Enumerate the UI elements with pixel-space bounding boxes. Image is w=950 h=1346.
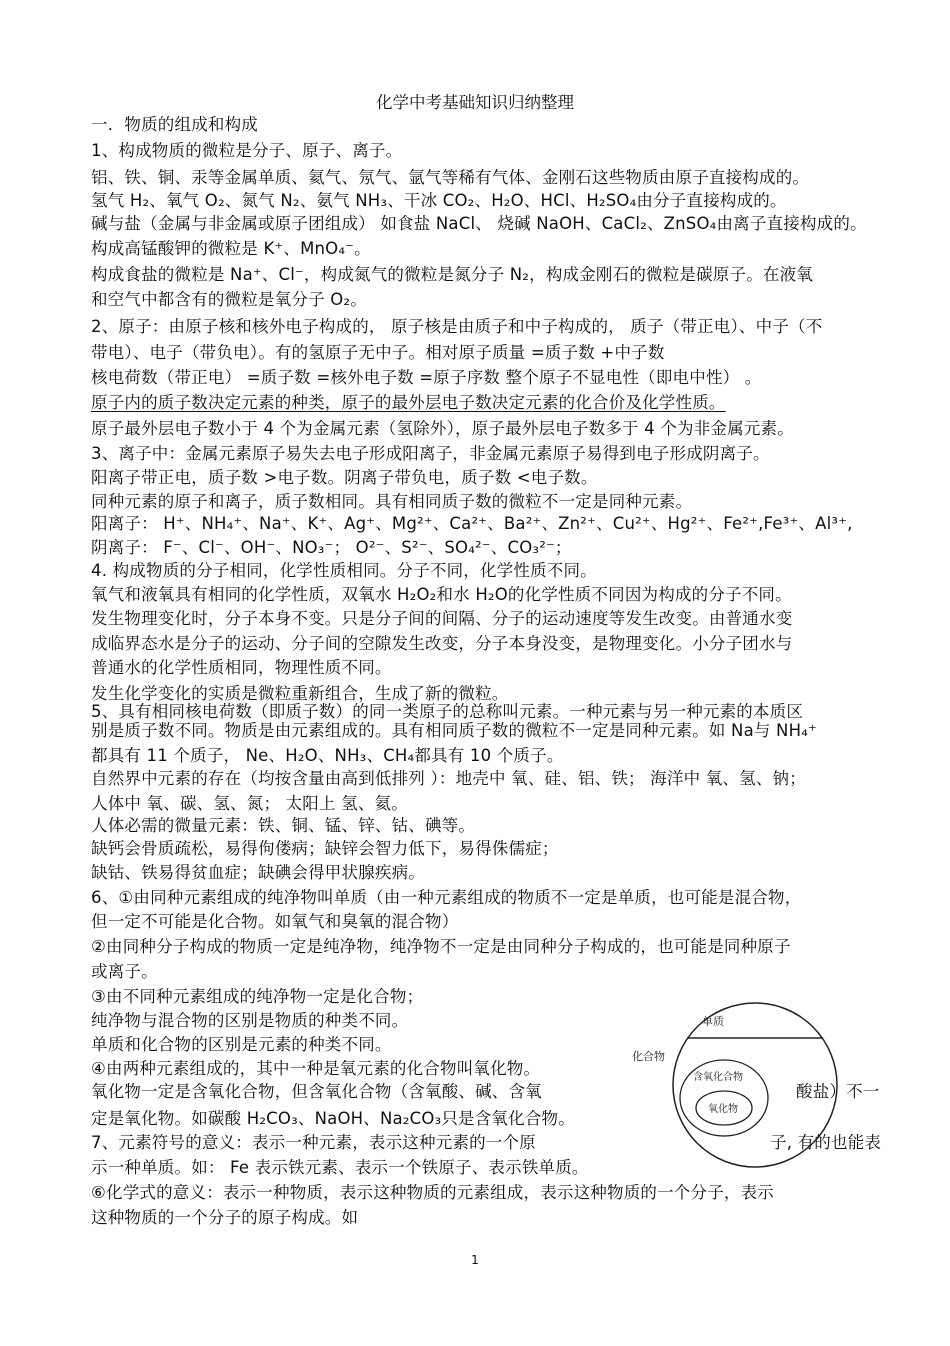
text-line: 核电荷数（带正电） =质子数 =核外电子数 =原子序数 整个原子不显电性（即电中性） 。 (91, 368, 762, 387)
text-line: 5、具有相同核电荷数（即质子数）的同一类原子的总称叫元素。一种元素与另一种元素的本质区 (91, 702, 804, 721)
text-line: 阴离子： F⁻、Cl⁻、OH⁻、NO₃⁻； O²⁻、S²⁻、SO₄²⁻、CO₃²⁻； (91, 538, 572, 557)
text-line: ④由两种元素组成的，其中一种是氧元素的化合物叫氧化物。 (91, 1059, 541, 1078)
text-line: 普通水的化学性质相同，物理性质不同。 (91, 658, 392, 677)
text-line: 1、构成物质的微粒是分子、原子、离子。 (91, 141, 403, 160)
text-line: 人体必需的微量元素：铁、铜、锰、锌、钴、碘等。 (91, 816, 476, 835)
text-line: 定是氧化物。如碳酸 H₂CO₃、NaOH、Na₂CO₃只是含氧化合物。 (91, 1109, 575, 1128)
text-line: ⑥化学式的意义：表示一种物质，表示这种物质的元素组成，表示这种物质的一个分子，表示 (91, 1183, 774, 1202)
outer-circle (673, 1003, 837, 1167)
text-line: 构成食盐的微粒是 Na⁺、Cl⁻，构成氮气的微粒是氮分子 N₂，构成金刚石的微粒是碳原子。在液氧 (91, 265, 814, 284)
text-line: 氧化物一定是含氧化合物，但含氧化合物（含氧酸、碱、含氧 (91, 1082, 542, 1101)
text-line: 但一定不可能是化合物。如氧气和臭氧的混合物） (91, 912, 459, 931)
text-line: 或离子。 (91, 962, 158, 981)
text-line: 都具有 11 个质子， Ne、H₂O、NH₃、CH₄都具有 10 个质子。 (91, 746, 564, 765)
text-line: 缺钴、铁易得贫血症；缺碘会得甲状腺疾病。 (91, 863, 425, 882)
page-title: 化学中考基础知识归纳整理 (376, 93, 574, 112)
text-line: ②由同种分子构成的物质一定是纯净物，纯净物不一定是由同种分子构成的，也可能是同种原子 (91, 937, 791, 956)
substance-classification-diagram (620, 1000, 890, 1170)
label-element: 单质 (702, 1016, 724, 1028)
text-line: 6、①由同种元素组成的纯净物叫单质（由一种元素组成的物质不一定是单质，也可能是混合物， (91, 888, 802, 907)
text-line: 带电）、电子（带负电）。有的氢原子无中子。相对原子质量 =质子数 +中子数 (91, 343, 665, 362)
text-line: ③由不同种元素组成的纯净物一定是化合物； (91, 987, 424, 1006)
text-line: 单质和化合物的区别是元素的种类不同。 (91, 1035, 392, 1054)
text-line: 缺钙会骨质疏松，易得佝偻病；缺锌会智力低下，易得侏儒症； (91, 839, 559, 858)
text-line: 7、元素符号的意义：表示一种元素，表示这种元素的一个原 (91, 1133, 536, 1152)
label-oxygen-compound: 含氧化合物 (693, 1072, 743, 1083)
text-line: 铝、铁、铜、汞等金属单质、氦气、氖气、氩气等稀有气体、金刚石这些物质由原子直接构成的。 (91, 168, 810, 187)
text-line: 阳离子带正电，质子数 >电子数。阴离子带负电，质子数 <电子数。 (91, 468, 598, 487)
label-compound: 化合物 (632, 1051, 665, 1063)
text-line: 成临界态水是分子的运动、分子间的空隙发生改变，分子本身没变，是物理变化。小分子团水与 (91, 634, 793, 653)
text-line: 氢气 H₂、氧气 O₂、氮气 N₂、氨气 NH₃、干冰 CO₂、H₂O、HCl、H₂SO₄由分子直接构成的。 (91, 191, 787, 210)
text-line: 发生物理变化时，分子本身不变。只是分子间的间隔、分子的运动速度等发生改变。由普通水变 (91, 609, 793, 628)
text-fragment-right-1: 酸盐）不一 (796, 1082, 880, 1101)
text-line: 这种物质的一个分子的原子构成。如 (91, 1208, 359, 1227)
text-line: 原子最外层电子数小于 4 个为金属元素（氢除外），原子最外层电子数多于 4 个为非金属元素。 (91, 419, 794, 438)
text-line: 同种元素的原子和离子，质子数相同。具有相同质子数的微粒不一定是同种元素。 (91, 492, 693, 511)
page-number: 1 (471, 1253, 479, 1267)
text-line: 阳离子： H⁺、NH₄⁺、Na⁺、K⁺、Ag⁺、Mg²⁺、Ca²⁺、Ba²⁺、Zn²⁺、Cu²⁺、Hg²⁺、Fe²⁺,Fe³⁺、Al³⁺, (91, 514, 853, 533)
text-line: 别是质子数不同。物质是由元素组成的。具有相同质子数的微粒不一定是同种元素。如 Na与 NH₄⁺ (91, 721, 817, 740)
text-line: 4. 构成物质的分子相同，化学性质相同。分子不同，化学性质不同。 (91, 561, 597, 580)
text-fragment-right-2: 子, 有的也能表 (770, 1133, 882, 1152)
label-oxide: 氧化物 (708, 1104, 738, 1115)
text-line: 3、离子中：金属元素原子易失去电子形成阳离子，非金属元素原子易得到电子形成阴离子。 (91, 444, 770, 463)
text-line: 发生化学变化的实质是微粒重新组合，生成了新的微粒。 (91, 684, 509, 703)
text-line: 构成高锰酸钾的微粒是 K⁺、MnO₄⁻。 (91, 239, 371, 258)
text-line: 氧气和液氧具有相同的化学性质，双氧水 H₂O₂和水 H₂O的化学性质不同因为构成的分子不同。 (91, 585, 792, 604)
text-line: 和空气中都含有的微粒是氧分子 O₂。 (91, 290, 367, 309)
text-line: 人体中 氧、碳、氢、氮； 太阳上 氢、氦。 (91, 794, 408, 813)
text-line: 自然界中元素的存在（均按含量由高到低排列 ）：地壳中 氧、硅、铝、铁； 海洋中 氧、氢、钠； (91, 769, 806, 788)
text-line: 示一种单质。如： Fe 表示铁元素、表示一个铁原子、表示铁单质。 (91, 1158, 589, 1177)
text-line: 纯净物与混合物的区别是物质的种类不同。 (91, 1011, 409, 1030)
text-line: 碱与盐（金属与非金属或原子团组成） 如食盐 NaCl、 烧碱 NaOH、CaCl₂、ZnSO₄由离子直接构成的。 (91, 214, 867, 233)
text-line: 一．物质的组成和构成 (91, 115, 258, 134)
text-line: 原子内的质子数决定元素的种类，原子的最外层电子数决定元素的化合价及化学性质。 (91, 393, 726, 412)
text-line: 2、原子：由原子核和核外电子构成的， 原子核是由质子和中子构成的， 质子（带正电）、中子（不 (91, 317, 823, 336)
